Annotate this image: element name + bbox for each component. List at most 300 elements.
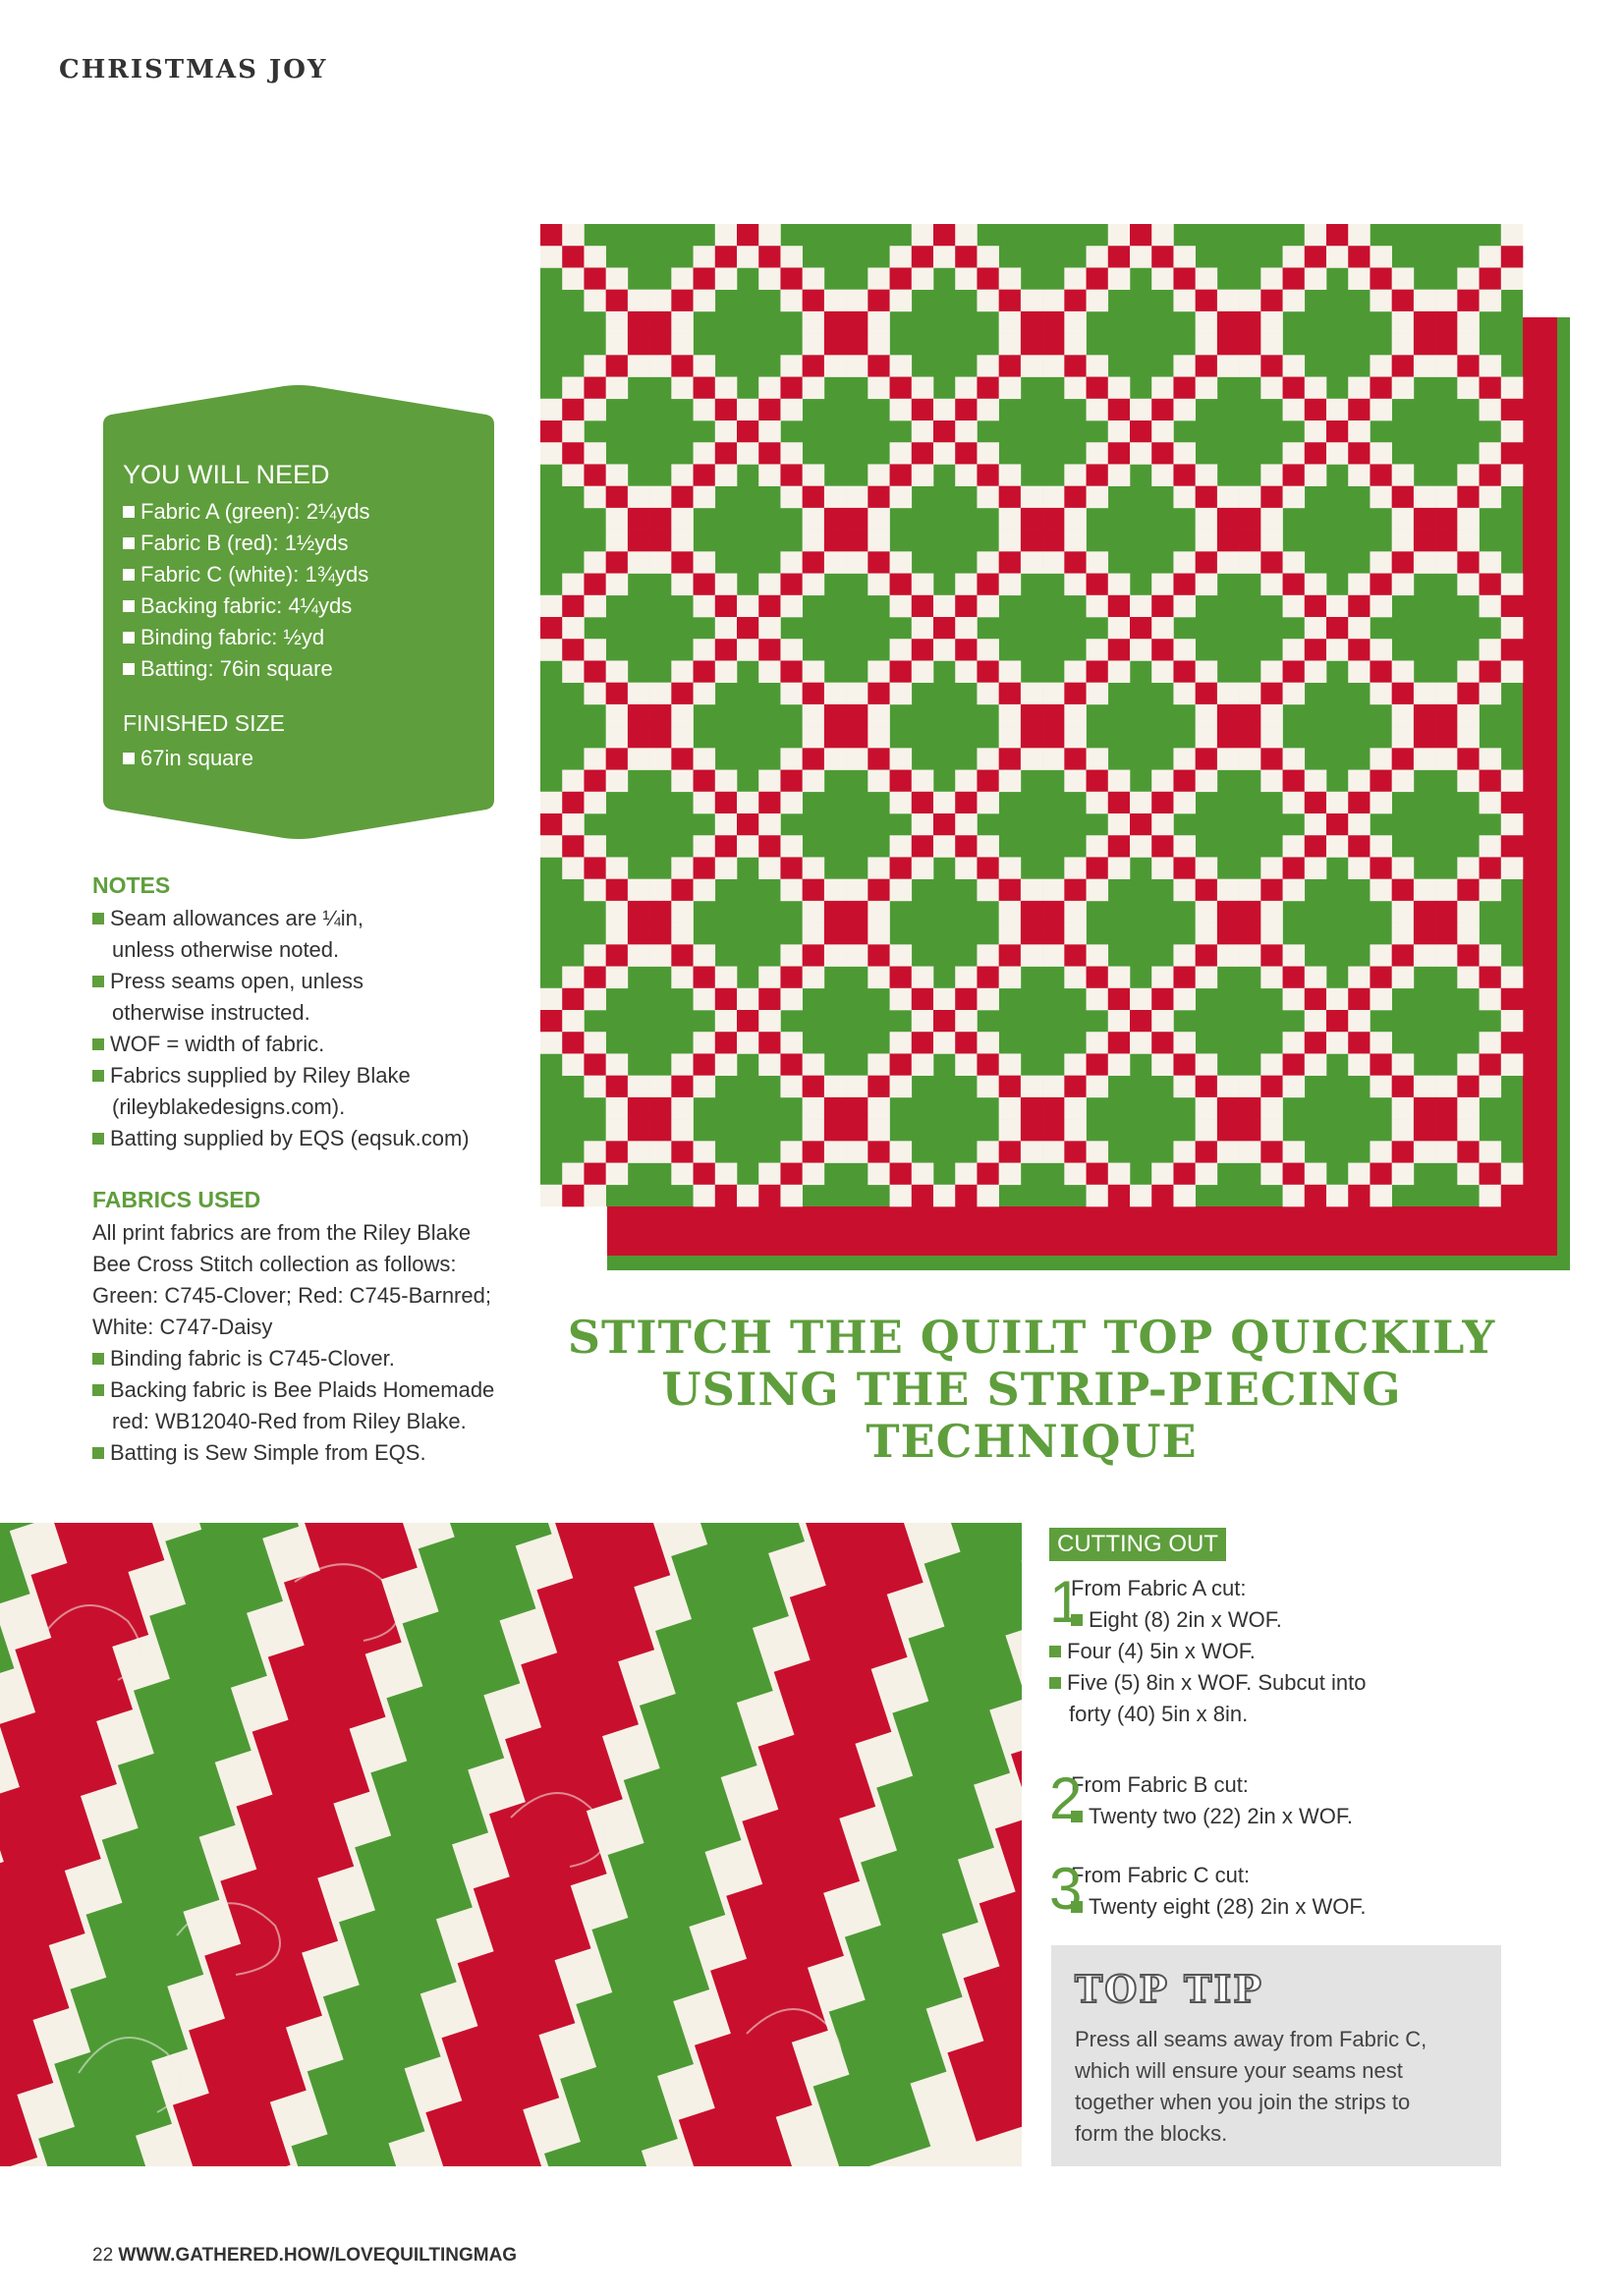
quilt-square bbox=[628, 923, 650, 945]
quilt-square bbox=[999, 1097, 1022, 1120]
quilt-square bbox=[1501, 224, 1524, 247]
quilt-square bbox=[694, 1053, 716, 1076]
finished-size-item bbox=[123, 743, 486, 774]
quilt-square bbox=[1370, 748, 1392, 770]
quilt-square bbox=[1348, 574, 1371, 596]
quilt-square bbox=[584, 464, 606, 486]
quilt-square bbox=[1239, 1076, 1261, 1098]
quilt-square bbox=[737, 988, 759, 1011]
quilt-square bbox=[890, 486, 913, 509]
quilt-square bbox=[628, 704, 650, 727]
quilt-square bbox=[977, 442, 999, 465]
quilt-square bbox=[1457, 923, 1480, 945]
quilt-square bbox=[1480, 770, 1502, 793]
cutting-step bbox=[1049, 1856, 1521, 1923]
quilt-square bbox=[1173, 857, 1196, 879]
quilt-square bbox=[977, 660, 999, 683]
quilt-square bbox=[1457, 333, 1480, 356]
quilt-square bbox=[715, 420, 738, 443]
quilt-square bbox=[1326, 792, 1349, 814]
quilt-square bbox=[1064, 967, 1087, 989]
quilt-square bbox=[1435, 1097, 1458, 1120]
quilt-square bbox=[715, 988, 738, 1011]
quilt-square bbox=[1370, 1076, 1392, 1098]
quilt-square bbox=[1283, 639, 1306, 661]
quilt-square bbox=[1414, 486, 1436, 509]
quilt-square bbox=[584, 1141, 606, 1163]
quilt-square bbox=[1173, 1141, 1196, 1163]
quilt-square bbox=[1348, 595, 1371, 618]
quilt-square bbox=[1108, 1032, 1131, 1054]
quilt-square bbox=[1435, 333, 1458, 356]
quilt-square bbox=[1283, 377, 1306, 400]
need-item-text: Fabric A (green): 2¼yds bbox=[140, 499, 370, 524]
quilt-square bbox=[890, 660, 913, 683]
quilt-square bbox=[1348, 792, 1371, 814]
quilt-square bbox=[694, 1076, 716, 1098]
quilt-square bbox=[540, 617, 563, 640]
quilt-square bbox=[1305, 1163, 1327, 1186]
quilt-square bbox=[1064, 464, 1087, 486]
quilt-square bbox=[803, 551, 825, 574]
quilt-square bbox=[584, 748, 606, 770]
quilt-square bbox=[540, 399, 563, 421]
quilt-square bbox=[737, 1185, 759, 1207]
note-item-line bbox=[92, 1123, 544, 1154]
quilt-square bbox=[1064, 1076, 1087, 1098]
quilt-square bbox=[1305, 267, 1327, 290]
quilt-square bbox=[1064, 748, 1087, 770]
quilt-square bbox=[540, 224, 563, 247]
quilt-square bbox=[606, 770, 629, 793]
quilt-square bbox=[694, 857, 716, 879]
fabric-item-text: Batting is Sew Simple from EQS. bbox=[110, 1440, 426, 1465]
quilt-square bbox=[780, 1141, 803, 1163]
quilt-square bbox=[715, 770, 738, 793]
quilt-square bbox=[737, 595, 759, 618]
quilt-square bbox=[1260, 486, 1283, 509]
quilt-square bbox=[671, 574, 694, 596]
quilt-square bbox=[1173, 442, 1196, 465]
quilt-square bbox=[1217, 355, 1240, 377]
quilt-square bbox=[780, 551, 803, 574]
quilt-square bbox=[999, 267, 1022, 290]
quilt-square bbox=[1064, 508, 1087, 531]
quilt-square bbox=[803, 726, 825, 749]
quilt-square bbox=[1042, 748, 1065, 770]
quilt-square bbox=[1087, 748, 1109, 770]
quilt-square bbox=[1457, 574, 1480, 596]
quilt-square bbox=[955, 967, 978, 989]
quilt-square bbox=[628, 355, 650, 377]
quilt-square bbox=[1435, 530, 1458, 552]
quilt-square bbox=[1457, 857, 1480, 879]
quilt-square bbox=[606, 1076, 629, 1098]
quilt-square bbox=[562, 377, 585, 400]
quilt-square bbox=[780, 464, 803, 486]
quilt-square bbox=[1414, 1141, 1436, 1163]
quilt-square bbox=[1151, 267, 1174, 290]
quilt-square bbox=[1501, 967, 1524, 989]
quilt-square bbox=[955, 617, 978, 640]
quilt-square bbox=[999, 923, 1022, 945]
quilt-square bbox=[1414, 333, 1436, 356]
quilt-square bbox=[1108, 792, 1131, 814]
quilt-square bbox=[1370, 290, 1392, 312]
quilt-square bbox=[1326, 1010, 1349, 1033]
quilt-square bbox=[606, 551, 629, 574]
quilt-square bbox=[1042, 486, 1065, 509]
quilt-square bbox=[999, 967, 1022, 989]
quilt-square bbox=[1151, 420, 1174, 443]
quilt-square bbox=[1480, 660, 1502, 683]
quilt-square bbox=[1283, 551, 1306, 574]
quilt-square bbox=[977, 1163, 999, 1186]
quilt-square bbox=[562, 1163, 585, 1186]
quilt-square bbox=[1370, 967, 1392, 989]
quilt-square bbox=[803, 967, 825, 989]
quilt-square bbox=[628, 333, 650, 356]
quilt-square bbox=[1042, 551, 1065, 574]
quilt-square bbox=[628, 683, 650, 705]
quilt-square bbox=[846, 333, 868, 356]
quilt-square bbox=[780, 748, 803, 770]
quilt-square bbox=[780, 857, 803, 879]
headline bbox=[550, 1312, 1513, 1468]
quilt-square bbox=[758, 442, 781, 465]
quilt-square bbox=[671, 704, 694, 727]
quilt-square bbox=[1173, 399, 1196, 421]
quilt-square bbox=[715, 377, 738, 400]
fabrics-used-title: FABRICS USED bbox=[92, 1187, 261, 1212]
quilt-square bbox=[1392, 574, 1415, 596]
bullet-square-icon bbox=[92, 913, 104, 924]
quilt-square bbox=[606, 574, 629, 596]
notes-title: NOTES bbox=[92, 872, 171, 898]
quilt-square bbox=[1457, 355, 1480, 377]
quilt-square bbox=[803, 923, 825, 945]
quilt-square bbox=[1435, 726, 1458, 749]
quilt-square bbox=[737, 399, 759, 421]
quilt-square bbox=[999, 726, 1022, 749]
magazine-url[interactable]: WWW.GATHERED.HOW/LOVEQUILTINGMAG bbox=[118, 2245, 518, 2266]
quilt-square bbox=[694, 1141, 716, 1163]
quilt-square bbox=[1392, 486, 1415, 509]
quilt-square bbox=[1348, 1163, 1371, 1186]
quilt-square bbox=[1501, 1032, 1524, 1054]
quilt-square bbox=[1021, 944, 1043, 967]
quilt-square bbox=[977, 486, 999, 509]
quilt-square bbox=[780, 246, 803, 268]
quilt-square bbox=[933, 1010, 956, 1033]
quilt-square bbox=[1042, 1141, 1065, 1163]
quilt-square bbox=[1042, 704, 1065, 727]
quilt-square bbox=[1392, 267, 1415, 290]
quilt-square bbox=[1239, 879, 1261, 902]
quilt-square bbox=[737, 442, 759, 465]
quilt-square bbox=[1392, 464, 1415, 486]
quilt-square bbox=[890, 879, 913, 902]
quilt-square bbox=[780, 290, 803, 312]
quilt-square bbox=[540, 813, 563, 836]
quilt-square bbox=[1370, 1141, 1392, 1163]
quilt-square bbox=[1370, 551, 1392, 574]
quilt-square bbox=[1064, 704, 1087, 727]
quilt-square bbox=[1042, 1076, 1065, 1098]
quilt-square bbox=[1151, 246, 1174, 268]
quilt-square bbox=[846, 879, 868, 902]
quilt-square bbox=[1348, 464, 1371, 486]
quilt-square bbox=[933, 595, 956, 618]
quilt-square bbox=[890, 988, 913, 1011]
quilt-square bbox=[867, 683, 890, 705]
quilt-square bbox=[737, 224, 759, 247]
fabric-item-line bbox=[92, 1343, 544, 1374]
quilt-square bbox=[671, 290, 694, 312]
quilt-square bbox=[1064, 311, 1087, 334]
quilt-square bbox=[606, 944, 629, 967]
quilt-square bbox=[671, 770, 694, 793]
bullet-square-icon bbox=[92, 1353, 104, 1365]
quilt-square bbox=[671, 1053, 694, 1076]
quilt-square bbox=[1173, 835, 1196, 858]
quilt-square bbox=[1414, 508, 1436, 531]
quilt-square bbox=[758, 1163, 781, 1186]
quilt-square bbox=[1501, 1163, 1524, 1186]
quilt-square bbox=[780, 1053, 803, 1076]
step-item-line bbox=[1049, 1667, 1521, 1699]
bullet-square-icon bbox=[92, 1070, 104, 1082]
quilt-square bbox=[1064, 377, 1087, 400]
quilt-square bbox=[1173, 464, 1196, 486]
quilt-square bbox=[649, 901, 672, 924]
quilt-square bbox=[1217, 901, 1240, 924]
quilt-square bbox=[977, 967, 999, 989]
quilt-square bbox=[803, 530, 825, 552]
quilt-square bbox=[1239, 1097, 1261, 1120]
quilt-square bbox=[1064, 683, 1087, 705]
quilt-square bbox=[1305, 617, 1327, 640]
quilt-square bbox=[1108, 770, 1131, 793]
quilt-square bbox=[955, 813, 978, 836]
quilt-square bbox=[867, 770, 890, 793]
quilt-square bbox=[1087, 660, 1109, 683]
quilt-square bbox=[1457, 704, 1480, 727]
quilt-square bbox=[1348, 617, 1371, 640]
quilt-square bbox=[1480, 246, 1502, 268]
quilt-square bbox=[999, 1053, 1022, 1076]
quilt-square bbox=[1260, 1119, 1283, 1142]
quilt-square bbox=[1108, 617, 1131, 640]
headline-line: STITCH THE QUILT TOP QUICKILY bbox=[567, 1311, 1496, 1364]
quilt-square bbox=[1370, 464, 1392, 486]
quilt-square bbox=[912, 967, 934, 989]
quilt-square bbox=[1108, 967, 1131, 989]
quilt-square bbox=[1480, 879, 1502, 902]
quilt-square bbox=[1457, 377, 1480, 400]
quilt-square bbox=[1435, 923, 1458, 945]
quilt-square bbox=[1130, 442, 1152, 465]
quilt-square bbox=[1021, 508, 1043, 531]
quilt-square bbox=[1305, 1185, 1327, 1207]
bullet-square-icon bbox=[123, 753, 135, 764]
quilt-square bbox=[1064, 574, 1087, 596]
bullet-square-icon bbox=[123, 569, 135, 581]
quilt-square bbox=[1480, 551, 1502, 574]
quilt-square bbox=[694, 988, 716, 1011]
quilt-square bbox=[977, 399, 999, 421]
quilt-square bbox=[1326, 399, 1349, 421]
quilt-square bbox=[912, 1053, 934, 1076]
quilt-square bbox=[1457, 683, 1480, 705]
quilt-square bbox=[824, 704, 847, 727]
quilt-square bbox=[999, 944, 1022, 967]
quilt-square bbox=[1196, 923, 1218, 945]
quilt-square bbox=[912, 639, 934, 661]
quilt-square bbox=[649, 333, 672, 356]
quilt-square bbox=[1457, 660, 1480, 683]
quilt-square bbox=[562, 464, 585, 486]
quilt-square bbox=[1283, 770, 1306, 793]
note-item-text: unless otherwise noted. bbox=[112, 937, 340, 962]
quilt-square bbox=[649, 508, 672, 531]
quilt-square bbox=[1457, 464, 1480, 486]
quilt-square bbox=[584, 967, 606, 989]
quilt-square bbox=[912, 595, 934, 618]
quilt-square bbox=[649, 726, 672, 749]
quilt-square bbox=[1305, 1032, 1327, 1054]
step-number: 3 bbox=[1049, 1856, 1083, 1922]
quilt-square bbox=[1370, 988, 1392, 1011]
quilt-square bbox=[758, 464, 781, 486]
quilt-square bbox=[1042, 1097, 1065, 1120]
quilt-square bbox=[1501, 574, 1524, 596]
quilt-square bbox=[1326, 595, 1349, 618]
quilt-square bbox=[780, 879, 803, 902]
quilt-square bbox=[671, 901, 694, 924]
quilt-square bbox=[606, 660, 629, 683]
quilt-square bbox=[780, 595, 803, 618]
quilt-square bbox=[1392, 901, 1415, 924]
quilt-square bbox=[933, 224, 956, 247]
quilt-square bbox=[1151, 617, 1174, 640]
quilt-square bbox=[1480, 377, 1502, 400]
quilt-square bbox=[584, 857, 606, 879]
quilt-square bbox=[1260, 1097, 1283, 1120]
quilt-square bbox=[1501, 595, 1524, 618]
step-item-line bbox=[1049, 1636, 1521, 1667]
quilt-square bbox=[1457, 508, 1480, 531]
quilt-square bbox=[1260, 857, 1283, 879]
quilt-square bbox=[606, 879, 629, 902]
quilt-square bbox=[1021, 1076, 1043, 1098]
quilt-square bbox=[1064, 879, 1087, 902]
quilt-square bbox=[955, 1032, 978, 1054]
top-tip-title: TOP TIP bbox=[1075, 1967, 1263, 2011]
quilt-square bbox=[1217, 1141, 1240, 1163]
quilt-square bbox=[1348, 224, 1371, 247]
quilt-square bbox=[1435, 311, 1458, 334]
quilt-square bbox=[1480, 639, 1502, 661]
quilt-square bbox=[912, 1032, 934, 1054]
quilt-square bbox=[1305, 377, 1327, 400]
quilt-square bbox=[999, 290, 1022, 312]
quilt-square bbox=[715, 442, 738, 465]
quilt-square bbox=[955, 988, 978, 1011]
quilt-square bbox=[890, 792, 913, 814]
step-item-line bbox=[1071, 1891, 1521, 1923]
quilt-square bbox=[671, 879, 694, 902]
quilt-square bbox=[649, 944, 672, 967]
quilt-square bbox=[999, 704, 1022, 727]
note-item-text: (rileyblakedesigns.com). bbox=[112, 1094, 346, 1119]
quilt-square bbox=[606, 355, 629, 377]
step-body bbox=[1049, 1856, 1521, 1923]
quilt-square bbox=[867, 660, 890, 683]
quilt-square bbox=[1196, 333, 1218, 356]
quilt-square bbox=[1370, 639, 1392, 661]
quilt-square bbox=[606, 1163, 629, 1186]
quilt-square bbox=[758, 1185, 781, 1207]
quilt-square bbox=[1435, 290, 1458, 312]
quilt-square bbox=[1239, 1141, 1261, 1163]
quilt-square bbox=[1414, 311, 1436, 334]
quilt-square bbox=[1501, 399, 1524, 421]
quilt-square bbox=[803, 857, 825, 879]
quilt-square bbox=[867, 879, 890, 902]
quilt-square bbox=[1370, 770, 1392, 793]
quilt-square bbox=[1260, 290, 1283, 312]
quilt-square bbox=[867, 355, 890, 377]
quilt-square bbox=[1435, 748, 1458, 770]
quilt-square bbox=[867, 1053, 890, 1076]
quilt-square bbox=[1217, 704, 1240, 727]
quilt-square bbox=[846, 944, 868, 967]
quilt-square bbox=[1260, 967, 1283, 989]
quilt-square bbox=[1151, 595, 1174, 618]
quilt-square bbox=[1435, 944, 1458, 967]
quilt-square bbox=[584, 1076, 606, 1098]
quilt-square bbox=[1087, 574, 1109, 596]
quilt-square bbox=[1305, 420, 1327, 443]
quilt-square bbox=[606, 704, 629, 727]
quilt-square bbox=[1435, 683, 1458, 705]
quilt-square bbox=[1064, 901, 1087, 924]
quilt-square bbox=[671, 923, 694, 945]
quilt-square bbox=[540, 595, 563, 618]
quilt-square bbox=[1217, 944, 1240, 967]
quilt-square bbox=[1217, 551, 1240, 574]
quilt-square bbox=[584, 660, 606, 683]
quilt-square bbox=[649, 551, 672, 574]
quilt-square bbox=[1260, 704, 1283, 727]
quilt-square bbox=[1480, 857, 1502, 879]
quilt-square bbox=[1392, 748, 1415, 770]
quilt-square bbox=[758, 1053, 781, 1076]
quilt-square bbox=[1392, 1053, 1415, 1076]
quilt-square bbox=[649, 748, 672, 770]
quilt-square bbox=[584, 835, 606, 858]
quilt-square bbox=[1042, 1119, 1065, 1142]
quilt-square bbox=[1196, 857, 1218, 879]
quilt-square bbox=[890, 399, 913, 421]
quilt-square bbox=[890, 1032, 913, 1054]
quilt-square bbox=[955, 660, 978, 683]
quilt-square bbox=[1326, 617, 1349, 640]
quilt-square bbox=[1501, 617, 1524, 640]
quilt-square bbox=[1260, 464, 1283, 486]
quilt-square bbox=[1414, 901, 1436, 924]
